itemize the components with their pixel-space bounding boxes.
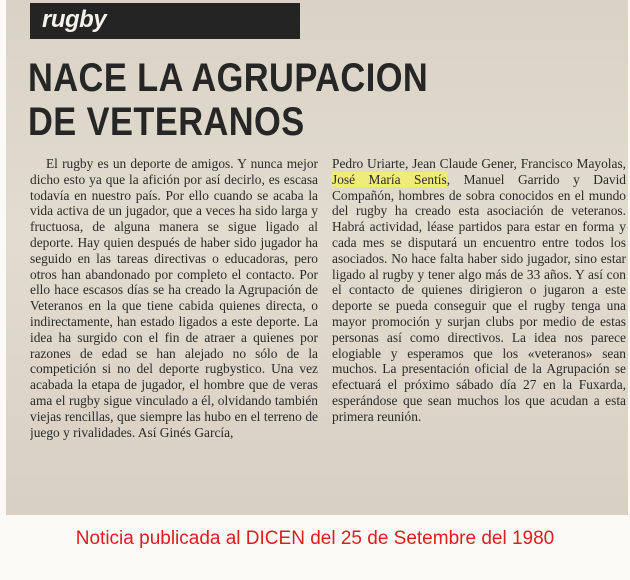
headline-line-2: DE VETERANOS [28,100,305,144]
highlighted-name: José María Sentís [332,171,447,187]
article-left-text: El rugby es un deporte de amigos. Y nunca mejor dicho esto ya que la afición por así decirlo, es escasa todavía en nuestro país. Por ello cuando se acaba la vida activa de un jugador, que a veces ha sido larga y fructuosa, de alguna manera se sigue ligado al deporte. Hay quien después de haber sido jugador ha seguido en las tareas directivas o educadoras, pero otros han abandonado por completo el contacto. Por ello hace escasos días se ha creado la Agrupación de Veteranos en la que tiene cabida quienes directa, o indirectamente, han estado ligados a este deporte. La idea ha surgido con el fin de atraer a quienes por razones de edad se han alejado no sólo de la competición si no del deporte rugbystico. Una vez acabada la etapa de jugador, el hombre que de veras ama el rugby sigue vinculado a él, olvidando también viejas rencillas, que siempre las hubo en el terreno de juego y rivalidades. Así Ginés García, [30,156,318,440]
section-tag [30,3,300,39]
headline [28,56,428,144]
publication-caption: Noticia publicada al DICEN del 25 de Setembre del 1980 [75,528,555,549]
headline-line-1: NACE LA AGRUPACION [28,56,429,100]
section-tag-label: rugby [42,6,107,33]
newspaper-clipping [6,0,628,515]
article-left-column [30,156,318,484]
article-right-text-end: , Manuel Garrido y David Compañón, hombres de sobra conocidos en el mundo del rugby ha creado esta asociación de veteranos. Habrá actividad, léase partidos para estar en forma y cada mes se disputará un encuentro entre todos los asociados. No hace falta haber sido jugador, sino estar ligado al rugby y tener algo más de 33 años. Y así con el contacto de quienes dirigieron o jugaron a este deporte se pueda conseguir que el rugby tenga una mayor promoción y surjan clubs por medio de estas personas así como directivos. La idea nos parece elogiable y esperamos que los «veteranos» sean muchos. La presentación oficial de la Agrupación se efectuará el próximo sábado día 27 en la Fuxarda, esperándose que sean muchos los que acudan a esta primera reunión. [332,171,626,424]
article-right-column [332,156,626,476]
article-right-text-start: Pedro Uriarte, Jean Claude Gener, Francisco Mayolas, [332,156,626,171]
article-right-paragraph [332,156,626,425]
